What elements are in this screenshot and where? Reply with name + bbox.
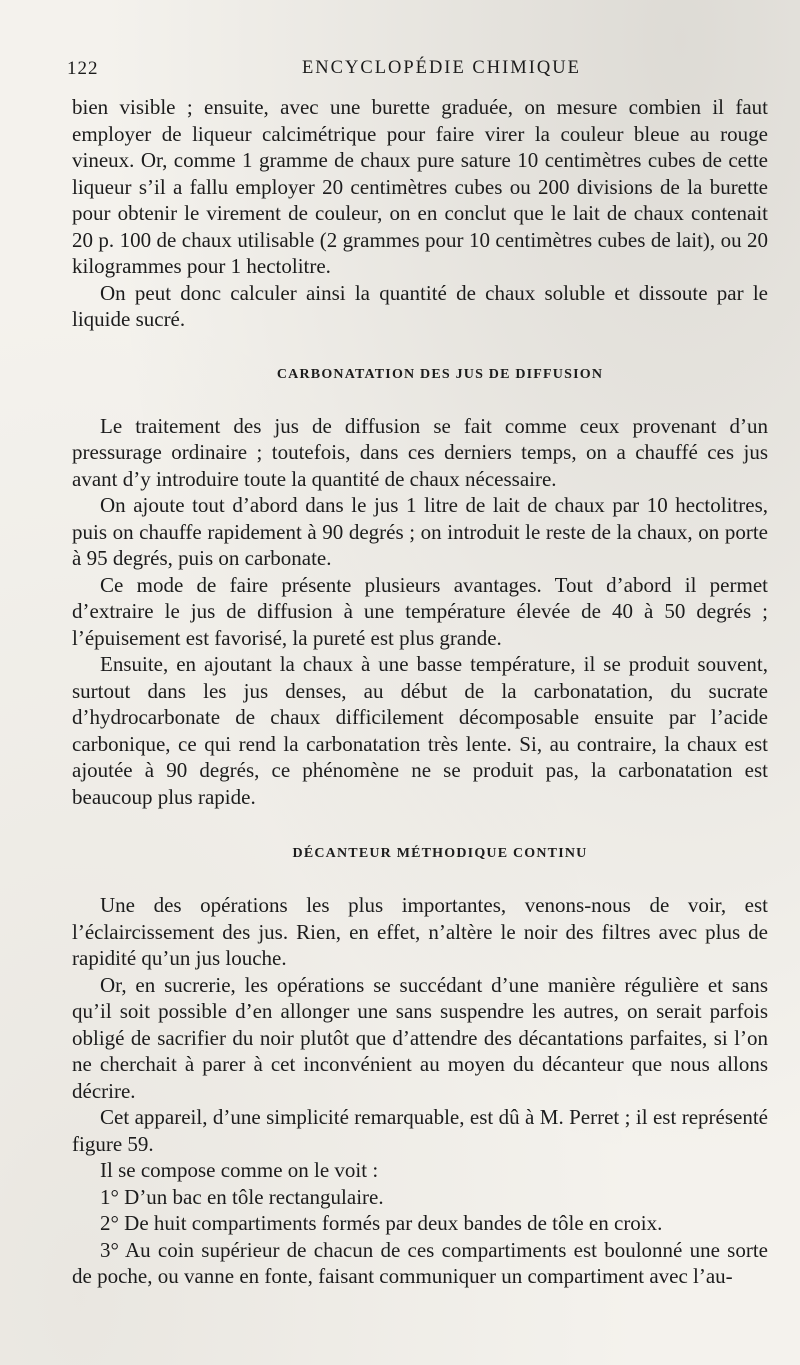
paragraph: On ajoute tout d’abord dans le jus 1 litre de lait de chaux par 10 hectolitres, puis on chauffe rapidement à 90 degrés ; on introduit le reste de la chaux, on porte à 95 degrés, puis on carbonate. [72, 493, 768, 570]
paragraph: Une des opérations les plus importantes, venons-nous de voir, est l’éclaircissement des jus. Rien, en effet, n’altère le noir des filtres avec plus de rapidité qu’un jus louche. [72, 893, 768, 970]
paragraph: Cet appareil, d’une simplicité remarquable, est dû à M. Perret ; il est représenté figure 59. [72, 1105, 768, 1156]
running-title: ENCYCLOPÉDIE CHIMIQUE [302, 58, 581, 78]
paragraph: On peut donc calculer ainsi la quantité de chaux soluble et dissoute par le liquide sucré. [72, 280, 768, 331]
paragraph: Or, en sucrerie, les opérations se succédant d’une manière régulière et sans qu’il soit possible d’en allonger une sans suspendre les autres, on serait parfois obligé de sacrifier du noir plutôt que d’attendre des décantations parfaites, si l’on ne cherchait à parer à cet inconvénient au moyen du décanteur que nous allons décrire. [72, 972, 768, 1103]
opening-paragraph: bien visible ; ensuite, avec une burette graduée, on mesure combien il faut employer de liqueur calcimétrique pour faire virer la couleur bleue au rouge vineux. Or, comme 1 gramme de chaux pure sature 10 centimètres cubes de cette liqueur s’il a fallu employer 20 centimètres cubes ou 200 divisions de la burette pour obtenir le virement de couleur, on en conclut que le lait de chaux contenait 20 p. 100 de chaux utilisable (2 grammes pour 10 centimètres cubes de lait), ou 20 kilogrammes pour 1 hectolitre. [72, 95, 768, 278]
running-head [67, 56, 768, 84]
section-heading-carbonatation: CARBONATATION DES JUS DE DIFFUSION [276, 366, 604, 382]
paragraph: Ensuite, en ajoutant la chaux à une basse température, il se produit souvent, surtout dans les jus denses, au début de la carbonatation, du sucrate d’hydrocarbonate de chaux difficilement décomposable ensuite par l’acide carbonique, ce qui rend la carbonatation très lente. Si, au contraire, la chaux est ajoutée à 90 degrés, ce phénomène ne se produit pas, la carbonatation est beaucoup plus rapide. [72, 652, 768, 809]
list-item: 3° Au coin supérieur de chacun de ces compartiments est boulonné une sorte de poche, ou vanne en fonte, faisant communiquer un compartiment avec l’au- [72, 1237, 768, 1288]
page-number: 122 [67, 58, 99, 79]
paragraph: Il se compose comme on le voit : [100, 1158, 379, 1182]
paragraph: Ce mode de faire présente plusieurs avantages. Tout d’abord il permet d’extraire le jus de diffusion à une température élevée de 40 à 50 degrés ; l’épuisement est favorisé, la pureté est plus grande. [72, 572, 768, 650]
list-item: 1° D’un bac en tôle rectangulaire. [100, 1184, 384, 1209]
list-item: 2° De huit compartiments formés par deux bandes de tôle en croix. [100, 1211, 663, 1235]
paragraph: Le traitement des jus de diffusion se fait comme ceux provenant d’un pressurage ordinaire ; toutefois, dans ces derniers temps, on a chauffé ces jus avant d’y introduire toute la quantité de chaux nécessaire. [72, 413, 768, 491]
section-heading-decanteur: DÉCANTEUR MÉTHODIQUE CONTINU [292, 846, 588, 861]
body-text [72, 94, 768, 1290]
